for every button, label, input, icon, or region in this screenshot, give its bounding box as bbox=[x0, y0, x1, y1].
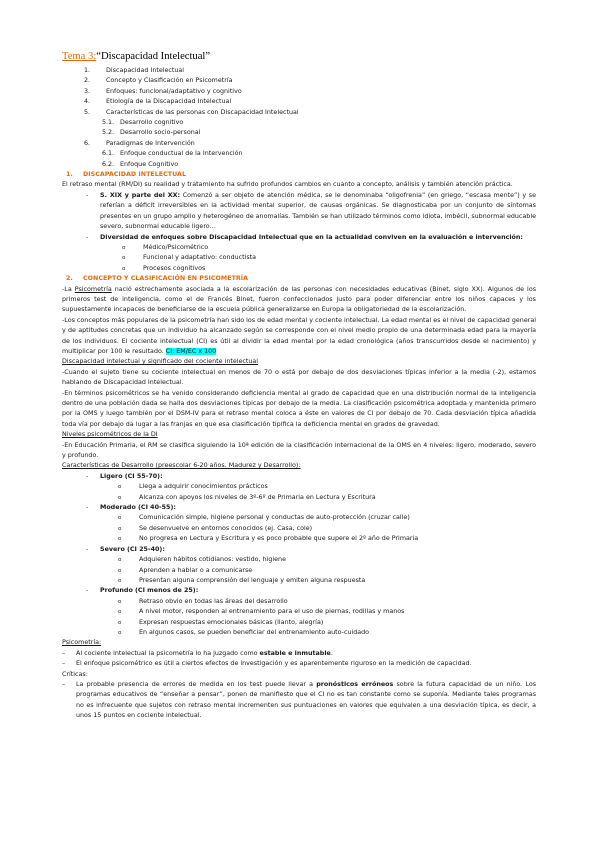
toc-number: 2. bbox=[84, 77, 91, 85]
dash-marker: - bbox=[86, 545, 89, 553]
bullet-text: Llega a adquirir conocimientos prácticos bbox=[139, 483, 268, 491]
bullet-item bbox=[62, 628, 536, 638]
bullet-text: Presentan alguna comprensión del lenguaje y emiten alguna respuesta bbox=[139, 576, 366, 584]
text-run: Al cociente intelectual la psicometría lo ha juzgado como bbox=[76, 649, 260, 657]
toc-text: Desarrollo socio-personal bbox=[120, 129, 201, 137]
section-heading bbox=[62, 274, 536, 284]
toc-text: Discapacidad Intelectual bbox=[106, 67, 185, 74]
bullet-marker: o bbox=[118, 484, 122, 491]
toc-text: Concepto y Clasificación en Psicometría bbox=[106, 77, 233, 85]
bullet-marker: o bbox=[118, 557, 122, 564]
toc-item bbox=[62, 108, 536, 118]
level-title-row bbox=[62, 503, 536, 513]
dash-marker: - bbox=[86, 233, 89, 241]
subheading: Discapacidad intelectual y significado del cociente intelectual bbox=[62, 358, 259, 366]
dash-item bbox=[62, 649, 536, 659]
level-title-row bbox=[62, 586, 536, 596]
subheading: Características de Desarrollo (preescolar 6-20 años. Madurez y Desarrollo): bbox=[62, 462, 301, 470]
bullet-item bbox=[62, 524, 536, 534]
subheading: Niveles psicométricos de la DI bbox=[62, 431, 158, 439]
long-dash-marker: – bbox=[62, 680, 66, 688]
dash-item bbox=[62, 680, 536, 722]
toc-text: Características de las personas con Discapacidad Intelectual bbox=[106, 108, 299, 116]
toc-number: 5.1. bbox=[102, 119, 115, 127]
toc-number: 5.2. bbox=[102, 129, 115, 137]
toc-number: 4. bbox=[84, 98, 91, 106]
bullet-item bbox=[62, 555, 536, 565]
bullet-marker: o bbox=[118, 525, 122, 532]
text-run: La probable presencia de errores de medida en los test puede llevar a bbox=[76, 680, 317, 688]
bullet-item bbox=[62, 513, 536, 523]
section-title: DISCAPACIDAD INTELECTUAL bbox=[83, 171, 186, 179]
document-page bbox=[62, 50, 536, 722]
toc-number: 6.2. bbox=[102, 160, 115, 168]
bullet-text: Aprenden a hablar o a comunicarse bbox=[139, 566, 253, 574]
toc-subitem bbox=[62, 118, 536, 128]
bullet-item bbox=[62, 618, 536, 628]
toc-item bbox=[62, 87, 536, 97]
bullet-text: A nivel motor, responden al entrenamiento para el uso de piernas, rodillas y manos bbox=[139, 608, 405, 616]
bold-run: pronósticos erróneos bbox=[316, 680, 394, 688]
bullet-item bbox=[62, 566, 536, 576]
bullet-text: Se desenvuelve en entornos conocidos (ej. Casa, cole) bbox=[139, 524, 313, 532]
bullet-marker: o bbox=[122, 244, 126, 251]
dash-bold: Diversidad de enfoques sobre Discapacidad Intelectual que en la actualidad conviven en la evaluación e intervención: bbox=[100, 233, 523, 241]
level-title: Severo (CI 25-40): bbox=[100, 545, 165, 553]
paragraph bbox=[62, 285, 536, 316]
dash-bold: S. XIX y parte del XX: bbox=[100, 191, 181, 199]
bullet-item bbox=[62, 576, 536, 586]
paragraph: -En Educación Primaria, el RM se clasifica siguiendo la 10ª edición de la clasificación internacional de la OMS en 4 niveles: ligero, moderado, severo y profundo. bbox=[62, 441, 536, 460]
bullet-marker: o bbox=[118, 577, 122, 584]
dash-body: Comenzó a ser objeto de atención médica, se le denominaba “oligofrenia” (en griego, “escasa mente”) y se referían a déficit irreversibles en la actividad mental superior, de causas orgánicas. Se diagnosticaba por un conjunto de síntomas presentes en un grupo amplio y heterogéneo de anomalías. También se han utilizado términos como idiota, imbécil, subnormal educable severo, subnormal educable ligero… bbox=[100, 191, 536, 231]
bullet-text: Procesos cognitivos bbox=[143, 264, 206, 272]
bullet-text: Expresan respuestas emocionales básicas (llanto, alegría) bbox=[139, 618, 324, 626]
section-number: 1. bbox=[66, 171, 73, 179]
toc-item bbox=[62, 139, 536, 149]
paragraph: -En términos psicométricos se ha venido considerando deficiencia mental al grado de capacidad que en una distribución normal de la inteligencia dentro de una población dada se halla dos desviaciones típicas por debajo de la media. La clasificación psicométrica adoptada y mantenida primero por la OMS y luego también por el DSM-IV para el retraso mental coloca a éste en valores de CI por debajo de 70. Cada desviación típica añadida toda vía por debajo da lugar a las franjas en que esa clasificación tipifica la deficiencia mental en grados de gravedad. bbox=[62, 389, 536, 428]
bullet-marker: o bbox=[122, 255, 126, 262]
level-block bbox=[62, 586, 536, 638]
title-text: “Discapacidad Intelectual” bbox=[96, 51, 211, 62]
bullet-text: Funcional y adaptativo: conductista bbox=[143, 254, 257, 262]
bullet-marker: o bbox=[118, 619, 122, 626]
level-title-row bbox=[62, 545, 536, 555]
bullet-marker: o bbox=[118, 567, 122, 574]
bullet-item bbox=[62, 482, 536, 492]
toc-item bbox=[62, 66, 536, 76]
toc-text: Enfoque Cognitivo bbox=[120, 160, 179, 168]
dash-marker: - bbox=[86, 472, 89, 480]
dash-item bbox=[62, 233, 536, 243]
dash-marker: - bbox=[86, 191, 89, 199]
bullet-text: Retraso obvio en todas las áreas del desarrollo bbox=[139, 597, 288, 605]
document-title bbox=[62, 50, 536, 64]
toc-text: Paradigmas de Intervención bbox=[106, 139, 195, 147]
bullet-item bbox=[62, 607, 536, 617]
text-run: -Los conceptos más populares de la psicometría han sido los de edad mental y cociente intelectual. La edad mental es el nivel de capacidad general y de aptitudes concretas que un individuo ha alcanzado según se corresponde con el nivel medio propio de una determinada edad para la mayoría de los individuos. El cociente intelectual (CI) es útil al dividir la edad mental por la edad cronológica (años transcurridos desde el nacimiento) y multiplicar por 100 le resultado. bbox=[62, 316, 536, 355]
toc-number: 6. bbox=[84, 139, 91, 147]
subheading: Críticas: bbox=[62, 670, 88, 678]
long-dash-marker: – bbox=[62, 649, 66, 657]
text-run: sobre la futura capacidad de un niño. Los programas educativos de “enseñar a pensar”, ponen de manifiesto que el CI no es tan constante como se suponía. Mediante tales programas no es infrecuente que sujetos con retraso mental incrementen sus puntuaciones en valores que equivalen a una desviación típica, es decir, a unos 15 puntos en cociente intelectual. bbox=[76, 680, 537, 720]
level-title-row bbox=[62, 472, 536, 482]
toc-number: 6.1. bbox=[102, 150, 115, 158]
paragraph: El retraso mental (RM/DI) su realidad y tratamiento ha sufrido profundos cambios en cuanto a concepto, análisis y también atención práctica. bbox=[62, 181, 513, 189]
level-title: Profundo (CI menos de 25): bbox=[100, 587, 199, 595]
level-block bbox=[62, 545, 536, 587]
bullet-marker: o bbox=[118, 536, 122, 543]
toc-number: 1. bbox=[84, 67, 91, 74]
bullet-text: Comunicación simple, higiene personal y conductas de auto-protección (cruzar calle) bbox=[139, 514, 410, 522]
paragraph: -Cuando el sujeto tiene su cociente intelectual en menos de 70 o está por debajo de dos desviaciones típicas inferior a la media (-2), estamos hablando de Discapacidad Intelectual. bbox=[62, 368, 536, 387]
title-label: Tema 3: bbox=[62, 51, 97, 62]
text-run: -La bbox=[62, 285, 75, 293]
paragraph bbox=[62, 316, 536, 358]
toc-text: Enfoque conductual de la Intervención bbox=[120, 150, 243, 158]
bullet-text: En algunos casos, se pueden beneficiar del entrenamiento auto-cuidado bbox=[139, 628, 370, 636]
long-dash-marker: – bbox=[62, 660, 66, 668]
section-heading bbox=[62, 170, 536, 180]
bullet-item bbox=[62, 253, 536, 263]
bullet-text: Adquieren hábitos cotidianos: vestido, higiene bbox=[139, 556, 286, 564]
bullet-item bbox=[62, 264, 536, 274]
bullet-text: No progresa en Lectura y Escritura y es poco probable que supere el 2º año de Primaria bbox=[139, 535, 419, 543]
dash-marker: - bbox=[86, 504, 89, 512]
toc-text: Desarrollo cognitivo bbox=[120, 119, 184, 127]
toc-subitem bbox=[62, 149, 536, 159]
bullet-marker: o bbox=[122, 265, 126, 272]
dash-item bbox=[62, 191, 536, 233]
dash-text bbox=[100, 191, 536, 233]
toc-number: 3. bbox=[84, 87, 91, 95]
bullet-item bbox=[62, 534, 536, 544]
text-run: nació estrechamente asociada a la escolarización de las personas con necesidades educativas (Binet, siglo XX). Algunos de los primeros test de inteligencia, como el de Francés Binet, fueron confeccionados justo para poder diferenciar entre los niños capaces y los supuestamente incapaces de beneficiarse de la escuela pública generalizarse en Europa la obligatoriedad de la escolarización. bbox=[62, 285, 537, 314]
toc-item bbox=[62, 76, 536, 86]
subheading: Psicometría: bbox=[62, 639, 102, 647]
toc-subitem bbox=[62, 128, 536, 138]
bullet-marker: o bbox=[118, 494, 122, 501]
table-of-contents bbox=[62, 66, 536, 170]
section-number: 2. bbox=[66, 275, 73, 283]
bold-run: estable e inmutable bbox=[259, 649, 331, 657]
bullet-text: Médico/Psicométrico bbox=[143, 243, 209, 251]
level-block bbox=[62, 503, 536, 545]
toc-text: Etiología de la Discapacidad Intelectual bbox=[106, 98, 232, 106]
bullet-item bbox=[62, 597, 536, 607]
bullet-marker: o bbox=[118, 598, 122, 605]
dash-marker: - bbox=[86, 587, 89, 595]
level-title: Moderado (CI 40-55): bbox=[100, 504, 176, 512]
underlined-term: Psicometría bbox=[74, 285, 112, 293]
bullet-item bbox=[62, 493, 536, 503]
toc-number: 5. bbox=[84, 108, 91, 116]
bullet-item bbox=[62, 243, 536, 253]
bullet-marker: o bbox=[118, 609, 122, 616]
toc-subitem bbox=[62, 160, 536, 170]
dash-item bbox=[62, 659, 536, 669]
dash-text bbox=[76, 649, 536, 659]
bullet-marker: o bbox=[118, 629, 122, 636]
highlighted-formula: CI: EM/EC x 100 bbox=[165, 347, 217, 355]
toc-item bbox=[62, 97, 536, 107]
section-title: CONCEPTO Y CLASIFICACIÓN EN PSICOMETRÍA bbox=[83, 275, 249, 283]
level-title: Ligero (CI 55-70): bbox=[100, 472, 163, 480]
bullet-text: Alcanza con apoyos los niveles de 3º-6º de Primaria en Lectura y Escritura bbox=[139, 493, 376, 501]
text-run: . bbox=[330, 649, 333, 657]
dash-text bbox=[76, 680, 536, 722]
level-block bbox=[62, 472, 536, 503]
bullet-marker: o bbox=[118, 515, 122, 522]
dash-text: El enfoque psicométrico es útil a ciertos efectos de investigación y es aparentemente riguroso en la medición de capacidad. bbox=[76, 660, 472, 668]
toc-text: Enfoques: funcional/adaptativo y cognitivo bbox=[106, 87, 242, 95]
